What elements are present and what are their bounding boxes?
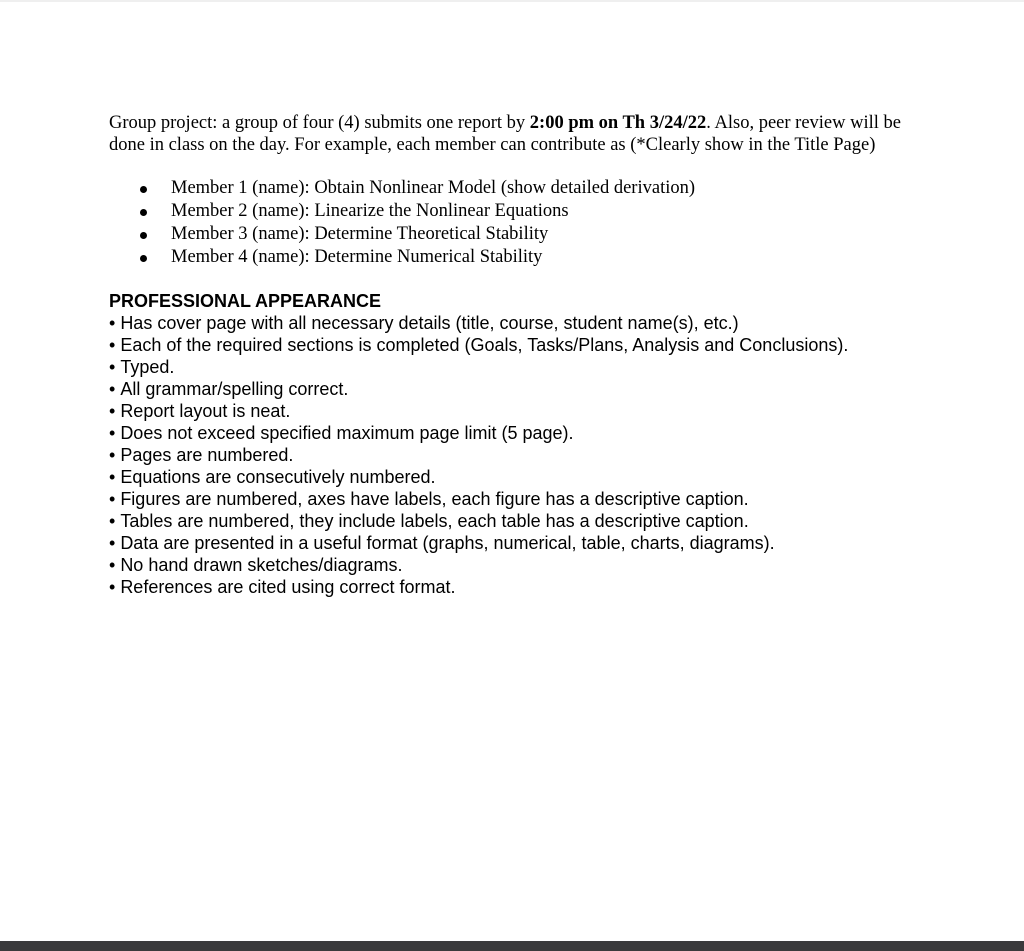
checklist-text: Typed. [120, 357, 175, 377]
bullet-icon: • [109, 401, 116, 421]
member-list [109, 177, 919, 269]
checklist-item [109, 554, 919, 576]
bullet-icon: • [109, 423, 116, 443]
appearance-checklist [109, 312, 919, 598]
checklist-text: Figures are numbered, axes have labels, each figure has a descriptive caption. [120, 489, 749, 509]
member-text: Member 4 (name): Determine Numerical Stability [171, 247, 543, 267]
checklist-item [109, 378, 919, 400]
checklist-item [109, 400, 919, 422]
checklist-text: All grammar/spelling correct. [120, 379, 349, 399]
member-text: Member 1 (name): Obtain Nonlinear Model (show detailed derivation) [171, 178, 696, 198]
checklist-text: References are cited using correct format. [120, 577, 456, 597]
bullet-icon: • [109, 379, 116, 399]
checklist-item [109, 510, 919, 532]
checklist-text: Has cover page with all necessary details (title, course, student name(s), etc.) [120, 313, 739, 333]
checklist-item [109, 334, 919, 356]
member-item [109, 246, 919, 269]
checklist-item [109, 488, 919, 510]
checklist-item [109, 356, 919, 378]
bullet-dot-icon [140, 232, 147, 239]
checklist-text: Tables are numbered, they include labels, each table has a descriptive caption. [120, 511, 749, 531]
bullet-icon: • [109, 313, 116, 333]
bullet-dot-icon [140, 186, 147, 193]
bullet-icon: • [109, 467, 116, 487]
checklist-item [109, 466, 919, 488]
bullet-icon: • [109, 489, 116, 509]
bullet-icon: • [109, 555, 116, 575]
document-page [109, 112, 919, 598]
member-item [109, 223, 919, 246]
section-heading: PROFESSIONAL APPEARANCE [109, 291, 382, 311]
checklist-text: Equations are consecutively numbered. [120, 467, 436, 487]
checklist-text: Report layout is neat. [120, 401, 291, 421]
member-item [109, 200, 919, 223]
member-item [109, 177, 919, 200]
intro-text-2: . Also, peer review will be done in class on the day. For example, each member can contribute as (*Clearly show in the Title Page) [109, 113, 901, 155]
intro-paragraph [109, 112, 919, 156]
intro-text-1: Group project: a group of four (4) submits one report by [109, 113, 530, 133]
checklist-item [109, 444, 919, 466]
checklist-item [109, 422, 919, 444]
bullet-icon: • [109, 533, 116, 553]
checklist-text: No hand drawn sketches/diagrams. [120, 555, 403, 575]
member-text: Member 2 (name): Linearize the Nonlinear Equations [171, 201, 569, 221]
checklist-item [109, 576, 919, 598]
deadline-text: 2:00 pm on Th 3/24/22 [529, 113, 707, 133]
checklist-text: Each of the required sections is completed (Goals, Tasks/Plans, Analysis and Conclusions). [120, 335, 849, 355]
member-text: Member 3 (name): Determine Theoretical Stability [171, 224, 549, 244]
bullet-icon: • [109, 357, 116, 377]
bullet-icon: • [109, 445, 116, 465]
bullet-icon: • [109, 577, 116, 597]
checklist-item [109, 532, 919, 554]
bullet-icon: • [109, 511, 116, 531]
bullet-icon: • [109, 335, 116, 355]
bullet-dot-icon [140, 255, 147, 262]
bottom-toolbar-strip [0, 941, 1024, 951]
professional-appearance-section [109, 291, 919, 598]
checklist-text: Data are presented in a useful format (graphs, numerical, table, charts, diagrams). [120, 533, 775, 553]
bullet-dot-icon [140, 209, 147, 216]
top-divider [0, 0, 1024, 2]
checklist-text: Pages are numbered. [120, 445, 294, 465]
checklist-item [109, 312, 919, 334]
checklist-text: Does not exceed specified maximum page limit (5 page). [120, 423, 574, 443]
